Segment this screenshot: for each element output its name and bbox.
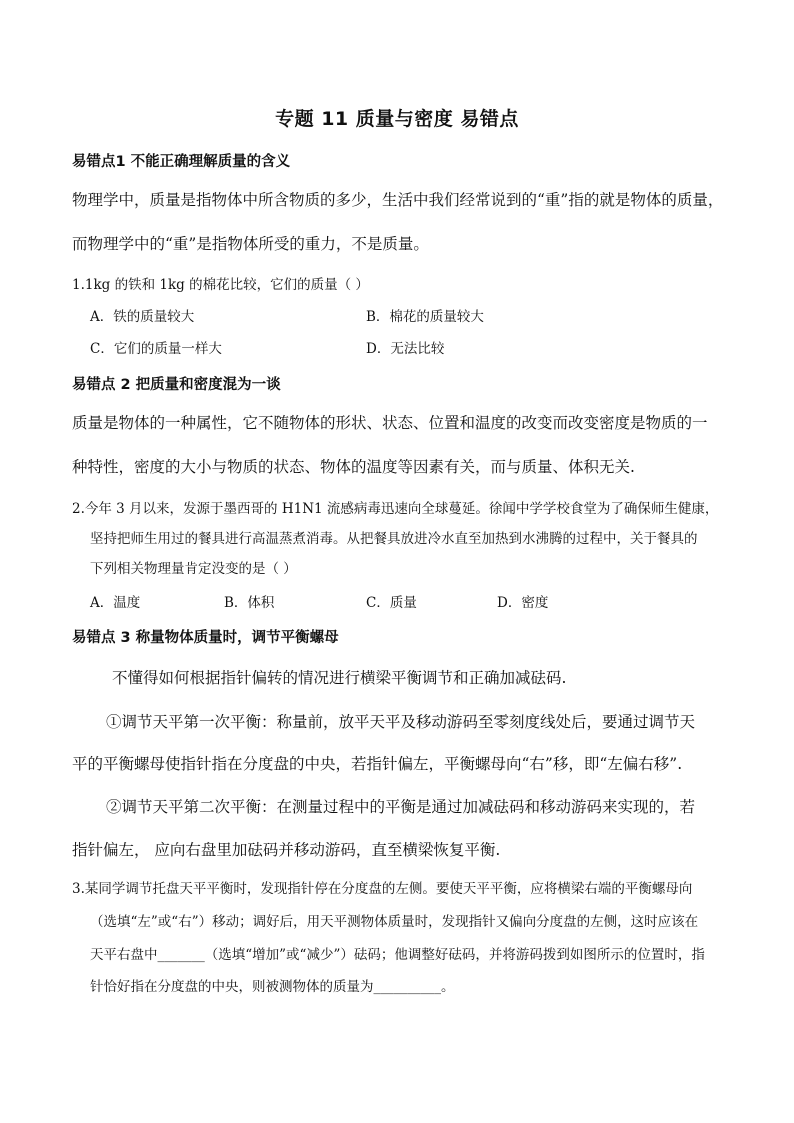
question-3-line-3: 天平右盘中_______（选填“增加”或“减少”）砝码；他调整好砝码，并将游码拨到如图所示的位置时，指	[90, 947, 705, 963]
section-1-paragraph-line-2: 而物理学中的“重”是指物体所受的重力，不是质量。	[72, 235, 429, 253]
section-3-heading: 易错点 3 称量物体质量时，调节平衡螺母	[72, 630, 339, 646]
section-2-paragraph-line-2: 种特性，密度的大小与物质的状态、物体的温度等因素有关，而与质量、体积无关.	[72, 458, 635, 476]
question-1-text: 1.1kg 的铁和 1kg 的棉花比较，它们的质量（ ）	[72, 277, 369, 293]
question-1-option-a: A．铁的质量较大	[90, 309, 195, 325]
section-1-paragraph-line-1: 物理学中，质量是指物体中所含物质的多少，生活中我们经常说到的“重”指的就是物体的质量，	[72, 191, 724, 209]
section-3-step-1-line-2: 平的平衡螺母使指针指在分度盘的中央，若指针偏左，平衡螺母向“右”移，即“左偏右移”.	[72, 755, 683, 773]
question-1-option-d: D．无法比较	[366, 341, 445, 357]
question-3-line-4: 针恰好指在分度盘的中央，则被测物体的质量为__________。	[90, 979, 455, 995]
question-2-option-d: D．密度	[497, 595, 549, 611]
question-2-option-a: A．温度	[90, 595, 141, 611]
section-2-paragraph-line-1: 质量是物体的一种属性，它不随物体的形状、状态、位置和温度的改变而改变密度是物质的一	[72, 414, 708, 432]
section-3-intro: 不懂得如何根据指针偏转的情况进行横梁平衡调节和正确加减砝码.	[112, 669, 567, 687]
question-2-option-b: B．体积	[224, 595, 275, 611]
question-1-option-b: B．棉花的质量较大	[366, 309, 484, 325]
question-1-option-c: C．它们的质量一样大	[90, 341, 222, 357]
page-title: 专题 11 质量与密度 易错点	[275, 108, 519, 130]
section-3-step-2-line-1: ②调节天平第二次平衡：在测量过程中的平衡是通过加减砝码和移动游码来实现的，若	[106, 798, 696, 816]
question-2-line-1: 2.今年 3 月以来，发源于墨西哥的 H1N1 流感病毒迅速向全球蔓延。徐闻中学学校食堂为了确保师生健康，	[72, 501, 719, 517]
section-3-step-2-line-2: 指针偏左， 应向右盘里加砝码并移动游码，直至横梁恢复平衡.	[72, 841, 501, 859]
question-2-line-3: 下列相关物理量肯定没变的是（ ）	[90, 561, 297, 577]
question-3-line-1: 3.某同学调节托盘天平平衡时，发现指针停在分度盘的左侧。要使天平平衡，应将横梁右端的平衡螺母向	[72, 881, 693, 897]
section-2-heading: 易错点 2 把质量和密度混为一谈	[72, 377, 281, 393]
question-3-line-2: （选填“左”或“右”）移动；调好后，用天平测物体质量时，发现指针又偏向分度盘的左侧，这时应该在	[90, 914, 699, 930]
question-2-line-2: 坚持把师生用过的餐具进行高温蒸煮消毒。从把餐具放进冷水直至加热到水沸腾的过程中，关于餐具的	[90, 531, 698, 547]
section-3-step-1-line-1: ①调节天平第一次平衡：称量前，放平天平及移动游码至零刻度线处后，要通过调节天	[106, 713, 696, 731]
question-2-option-c: C．质量	[366, 595, 417, 611]
section-1-heading: 易错点1 不能正确理解质量的含义	[72, 154, 291, 170]
